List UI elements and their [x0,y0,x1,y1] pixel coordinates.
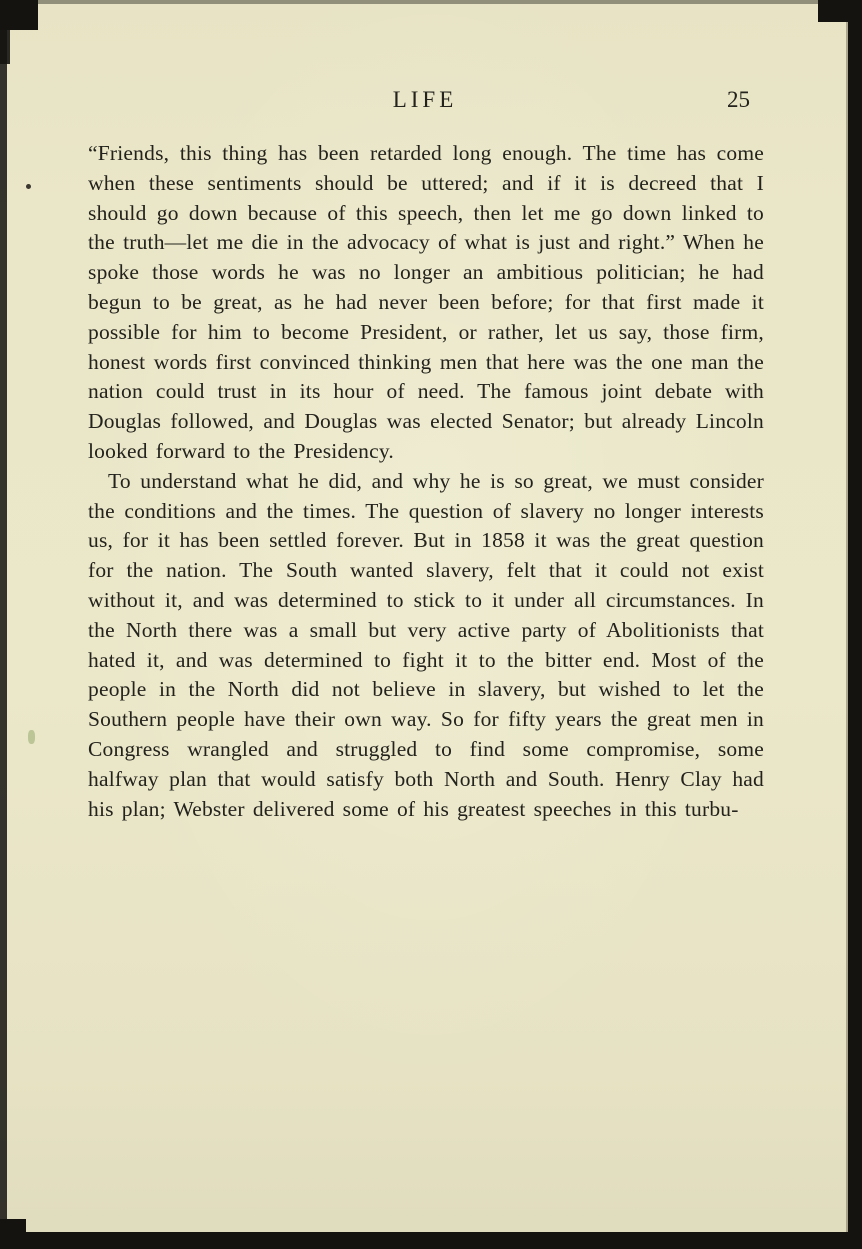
scan-edge-left [0,0,7,1249]
scan-edge-bottom [0,1232,862,1249]
running-title: LIFE [392,87,458,112]
scan-speck-green [28,730,35,744]
page-number: 25 [727,87,750,112]
scan-edge-right [848,0,862,1249]
scan-edge-top-left-2 [0,30,10,64]
page-header [88,87,762,117]
body-paragraph: “Friends, this thing has been retarded long enough. The time has come when these sentiments should be uttered; and if it is decreed that I should go down because of this speech, then let me go down linked to the truth—let me die in the advocacy of what is just and right.” When he spoke those words he was no longer an ambitious politician; he had begun to be great, as he had never been before; for that first made it possible for him to become President, or rather, let us say, those firm, honest words first convinced thinking men that here was the one man the nation could trust in its hour of need. The famous joint debate with Douglas followed, and Douglas was elected Senator; but already Lincoln looked forward to the Presidency. [88,141,764,463]
body-paragraph: To understand what he did, and why he is so great, we must consider the conditions and the times. The question of slavery no longer interests us, for it has been settled forever. But in 1858 it was the great question for the nation. The South wanted slavery, felt that it could not exist without it, and was determined to stick to it under all circumstances. In the North there was a small but very active party of Abolitionists that hated it, and was determined to fight it to the bitter end. Most of the people in the North did not believe in slavery, but wished to let the Southern people have their own way. So for fifty years the great men in Congress wrangled and struggled to find some compromise, some halfway plan that would satisfy both North and South. Henry Clay had his plan; Webster delivered some of his greatest speeches in this turbu- [88,468,764,821]
scan-edge-top-left [0,0,38,30]
scan-speck [26,184,31,189]
scan-edge-top-right [818,0,862,22]
scan-edge-top [0,0,862,4]
scan-edge-bottom-left [0,1219,26,1249]
page-body [88,139,764,824]
